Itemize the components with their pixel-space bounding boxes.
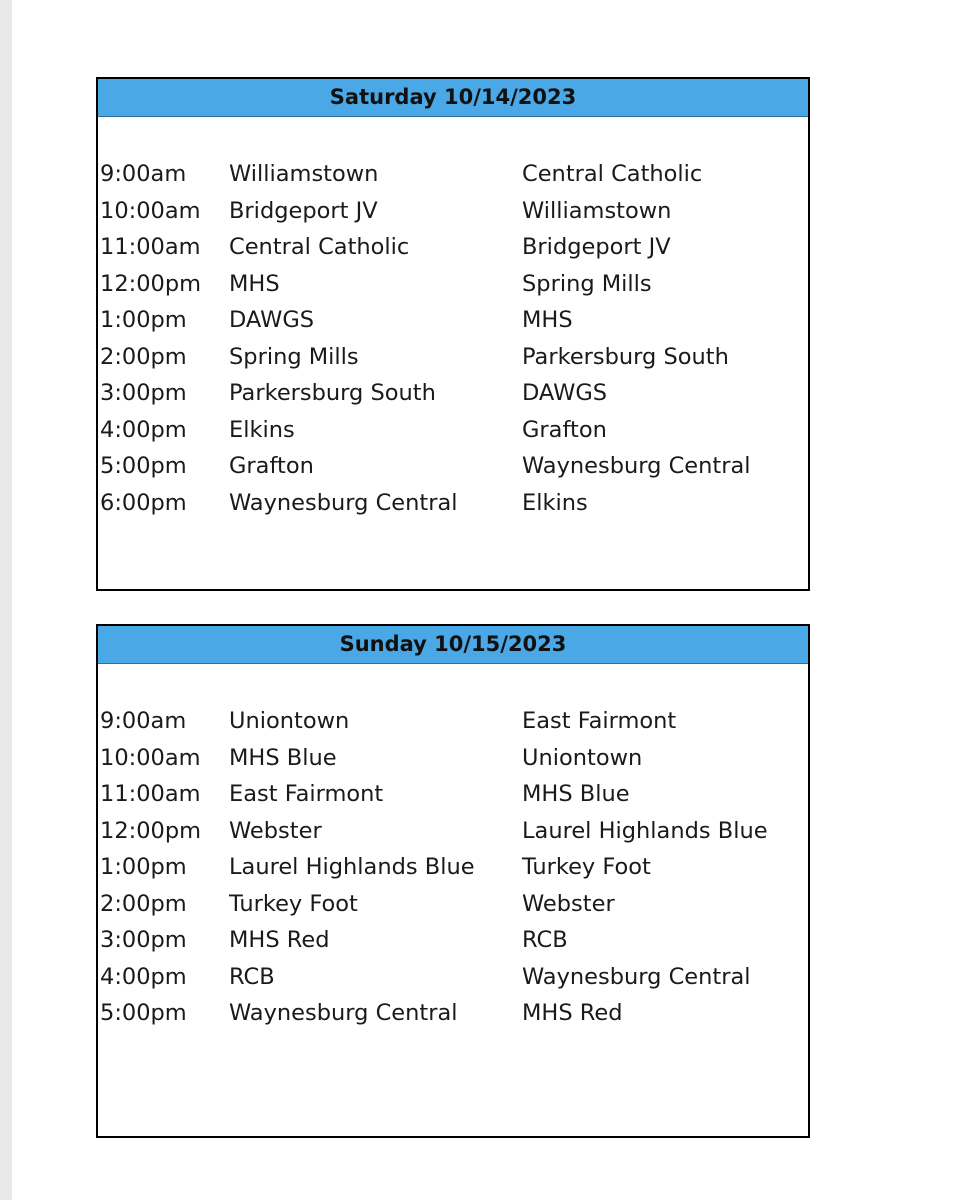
game-row bbox=[98, 339, 808, 376]
away-team: East Fairmont bbox=[522, 708, 677, 734]
game-time: 2:00pm bbox=[100, 343, 187, 370]
game-time: 4:00pm bbox=[100, 963, 187, 990]
game-row bbox=[98, 156, 808, 193]
home-team: Turkey Foot bbox=[229, 890, 358, 917]
game-time: 1:00pm bbox=[100, 854, 187, 880]
game-row bbox=[98, 302, 808, 339]
game-time: 11:00am bbox=[100, 234, 201, 260]
day-header: Saturday 10/14/2023 bbox=[98, 79, 808, 117]
game-row bbox=[98, 776, 808, 813]
game-row bbox=[98, 995, 808, 1032]
game-time: 4:00pm bbox=[100, 416, 187, 443]
game-time: 9:00am bbox=[100, 161, 187, 187]
home-team: Uniontown bbox=[229, 708, 350, 734]
day-header: Sunday 10/15/2023 bbox=[98, 626, 808, 664]
game-time: 5:00pm bbox=[100, 1000, 187, 1026]
away-team: Webster bbox=[522, 890, 615, 917]
home-team: RCB bbox=[229, 963, 275, 990]
away-team: Central Catholic bbox=[522, 161, 703, 187]
away-team: Spring Mills bbox=[522, 270, 652, 297]
schedule-box-saturday bbox=[96, 77, 810, 591]
document-page bbox=[12, 0, 961, 1200]
schedule-box-sunday bbox=[96, 624, 810, 1138]
game-list bbox=[98, 156, 808, 521]
away-team: Turkey Foot bbox=[522, 854, 651, 880]
game-row bbox=[98, 266, 808, 303]
home-team: Williamstown bbox=[229, 161, 379, 187]
game-time: 9:00am bbox=[100, 708, 187, 734]
home-team: Bridgeport JV bbox=[229, 197, 378, 224]
home-team: Parkersburg South bbox=[229, 380, 436, 406]
game-time: 10:00am bbox=[100, 197, 201, 224]
game-time: 10:00am bbox=[100, 744, 201, 771]
home-team: Central Catholic bbox=[229, 234, 410, 260]
home-team: Waynesburg Central bbox=[229, 1000, 458, 1026]
game-time: 3:00pm bbox=[100, 927, 187, 953]
away-team: DAWGS bbox=[522, 380, 608, 406]
home-team: MHS bbox=[229, 270, 280, 297]
game-time: 3:00pm bbox=[100, 380, 187, 406]
home-team: Elkins bbox=[229, 416, 295, 443]
home-team: East Fairmont bbox=[229, 781, 384, 807]
home-team: Laurel Highlands Blue bbox=[229, 854, 475, 880]
game-time: 11:00am bbox=[100, 781, 201, 807]
game-row bbox=[98, 412, 808, 449]
away-team: MHS Red bbox=[522, 1000, 623, 1026]
game-row bbox=[98, 448, 808, 485]
game-row bbox=[98, 886, 808, 923]
game-row bbox=[98, 193, 808, 230]
away-team: Bridgeport JV bbox=[522, 234, 671, 260]
game-row bbox=[98, 959, 808, 996]
game-time: 5:00pm bbox=[100, 453, 187, 479]
game-row bbox=[98, 375, 808, 412]
home-team: DAWGS bbox=[229, 307, 315, 333]
game-row bbox=[98, 922, 808, 959]
game-row bbox=[98, 849, 808, 886]
game-row bbox=[98, 703, 808, 740]
game-time: 12:00pm bbox=[100, 270, 202, 297]
away-team: MHS Blue bbox=[522, 781, 630, 807]
game-row bbox=[98, 813, 808, 850]
away-team: Grafton bbox=[522, 416, 607, 443]
home-team: Webster bbox=[229, 817, 322, 844]
away-team: Waynesburg Central bbox=[522, 453, 751, 479]
home-team: MHS Red bbox=[229, 927, 330, 953]
game-row bbox=[98, 740, 808, 777]
away-team: Parkersburg South bbox=[522, 343, 729, 370]
away-team: Uniontown bbox=[522, 744, 643, 771]
game-time: 2:00pm bbox=[100, 890, 187, 917]
away-team: Elkins bbox=[522, 489, 588, 516]
home-team: Waynesburg Central bbox=[229, 489, 458, 516]
game-row bbox=[98, 229, 808, 266]
home-team: Grafton bbox=[229, 453, 314, 479]
home-team: Spring Mills bbox=[229, 343, 359, 370]
away-team: Waynesburg Central bbox=[522, 963, 751, 990]
away-team: RCB bbox=[522, 927, 568, 953]
game-list bbox=[98, 703, 808, 1032]
away-team: Laurel Highlands Blue bbox=[522, 817, 768, 844]
game-row bbox=[98, 485, 808, 522]
game-time: 1:00pm bbox=[100, 307, 187, 333]
away-team: MHS bbox=[522, 307, 573, 333]
game-time: 12:00pm bbox=[100, 817, 202, 844]
home-team: MHS Blue bbox=[229, 744, 337, 771]
game-time: 6:00pm bbox=[100, 489, 187, 516]
away-team: Williamstown bbox=[522, 197, 672, 224]
